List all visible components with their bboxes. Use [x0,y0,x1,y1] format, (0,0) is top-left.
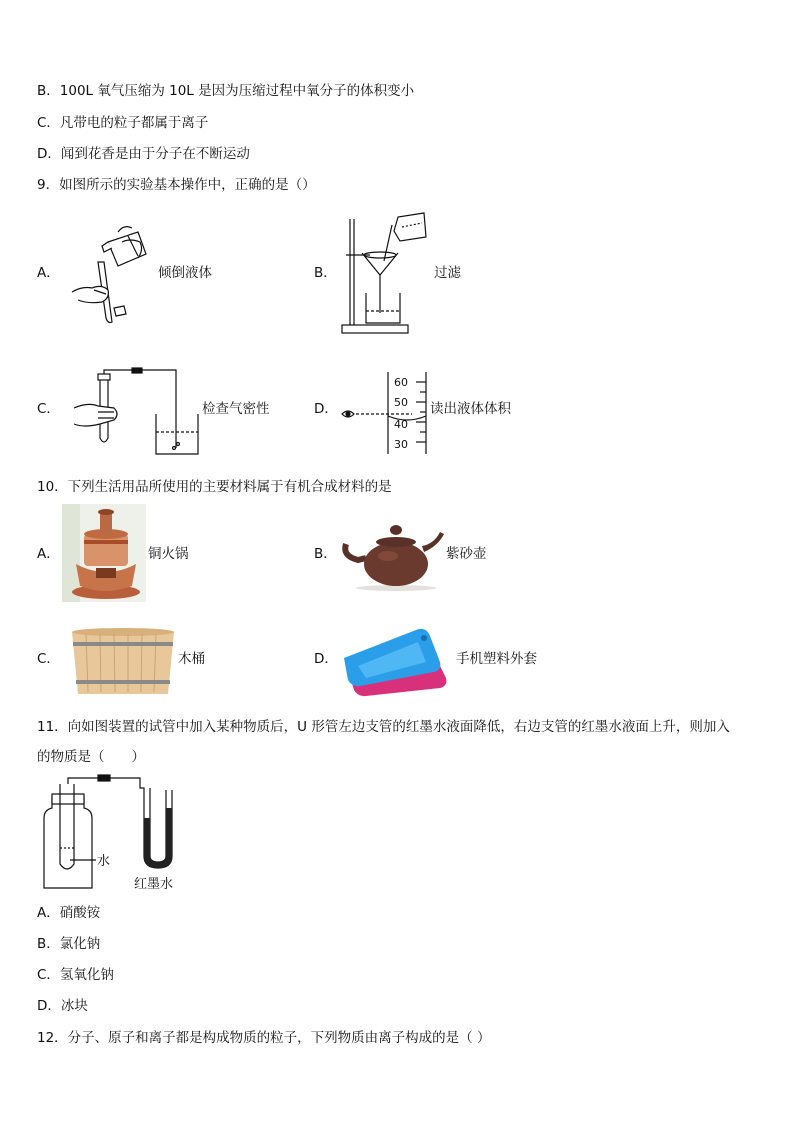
cylinder-reading-illustration [340,370,430,456]
q9-b-caption: 过滤 [434,265,461,281]
q10-a-letter: A． [37,546,60,562]
q10-d-letter: D． [314,651,338,667]
q8-option-c: C．凡带电的粒子都属于离子 [37,115,209,131]
water-label: 水 [97,854,111,869]
copper-hotpot-image [62,504,146,602]
q9-b-letter: B． [314,265,337,281]
q10-c-letter: C． [37,651,60,667]
airtightness-check-illustration [70,368,205,458]
q11-stem-line2: 的物质是（ ） [37,749,145,765]
q10-b-letter: B． [314,546,337,562]
cylinder-scale-30: 30 [394,438,408,451]
phone-case-image [340,624,454,698]
q11-option-a: A．硝酸铵 [37,905,101,921]
q9-a-caption: 倾倒液体 [158,265,212,281]
red-ink-label: 红墨水 [134,877,174,892]
q10-c-caption: 木桶 [178,651,205,667]
cylinder-scale-40: 40 [394,418,408,431]
cylinder-scale-50: 50 [394,396,408,409]
q12-stem: 12．分子、原子和离子都是构成物质的粒子，下列物质由离子构成的是（ ） [37,1030,491,1046]
q9-a-letter: A． [37,265,60,281]
q11-option-d: D．冰块 [37,998,88,1014]
q10-b-caption: 紫砂壶 [446,546,487,562]
filtration-illustration [340,213,432,338]
u-tube-apparatus-illustration [40,778,190,894]
q10-a-caption: 铜火锅 [148,546,189,562]
clay-teapot-image [340,516,446,592]
q9-stem: 9．如图所示的实验基本操作中，正确的是（） [37,177,316,193]
q11-option-b: B．氯化钠 [37,936,101,952]
q9-d-caption: 读出液体体积 [430,401,511,417]
cylinder-scale-60: 60 [394,376,408,389]
wooden-bucket-image [70,626,176,698]
q9-d-letter: D． [314,401,338,417]
q8-option-d: D．闻到花香是由于分子在不断运动 [37,146,250,162]
q8-option-b: B．100L 氧气压缩为 10L 是因为压缩过程中氧分子的体积变小 [37,83,415,99]
q10-d-caption: 手机塑料外套 [456,651,537,667]
q9-c-letter: C． [37,401,60,417]
q11-stem-line1: 11．向如图装置的试管中加入某种物质后，U 形管左边支管的红墨水液面降低，右边支管的红墨水液面上升，则加入 [37,719,730,735]
q9-c-caption: 检查气密性 [202,401,270,417]
q10-stem: 10．下列生活用品所使用的主要材料属于有机合成材料的是 [37,479,392,495]
q11-option-c: C．氢氧化钠 [37,967,114,983]
pouring-liquid-illustration [68,222,158,327]
